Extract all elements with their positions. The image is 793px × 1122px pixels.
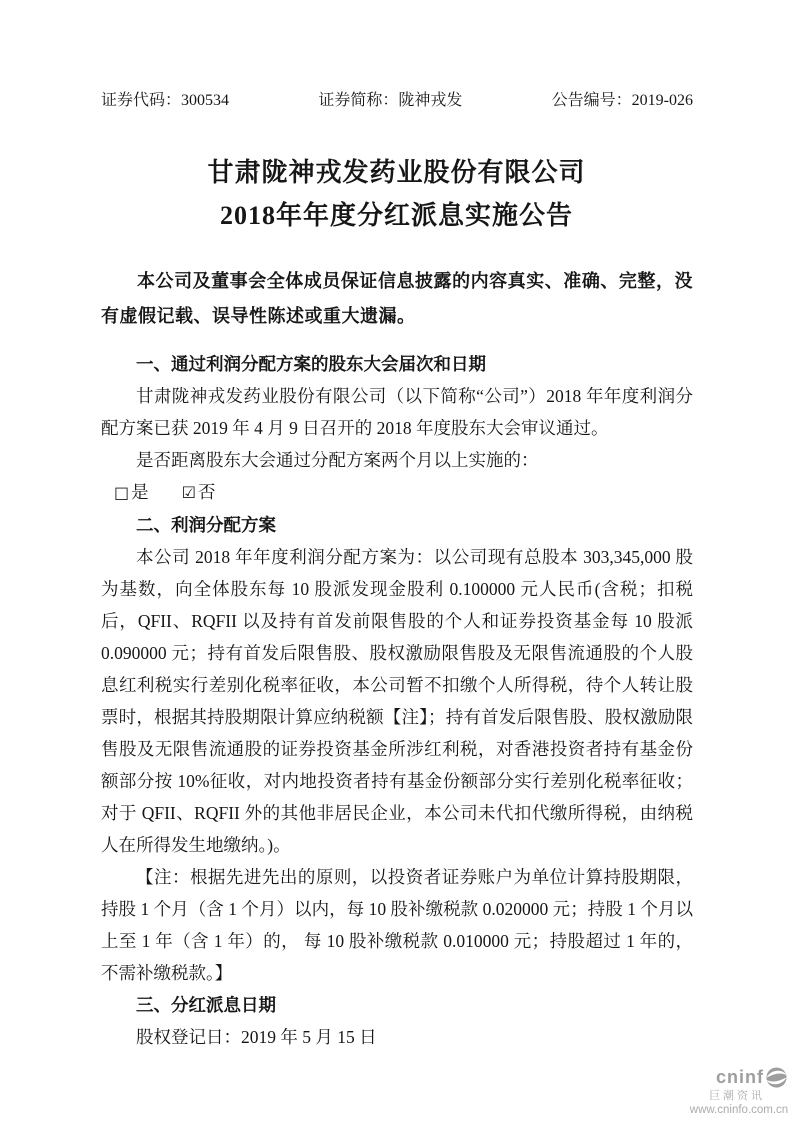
- checkbox-option-yes: [114, 476, 149, 509]
- cninfo-url: www.cninfo.com.cn: [689, 1104, 789, 1117]
- section2-heading: 二、利润分配方案: [136, 515, 276, 535]
- section2-note-paragraph: 【注：根据先进先出的原则，以投资者证券账户为单位计算持股期限，持股 1 个月（含 1 个月）以内，每 10 股补缴税款 0.020000 元；持股 1 个月以上至 1 年（含 1 年）的， 每 10 股补缴税款 0.010000 元；持股超过 1 年的，不需补缴税款。】: [101, 867, 693, 983]
- record-date-line: 股权登记日：2019 年 5 月 15 日: [136, 1027, 377, 1047]
- announcement-number: 公告编号：2019-026: [551, 92, 693, 109]
- checkbox-yes-label: 是: [131, 482, 149, 502]
- document-title: [0, 151, 793, 237]
- document-body: [101, 264, 693, 1053]
- announcement-title: 2018年年度分红派息实施公告: [219, 201, 573, 230]
- cninfo-chinese-name: 巨潮资讯: [709, 1090, 765, 1103]
- cninfo-watermark: [688, 1066, 790, 1117]
- cninfo-swirl-icon: [765, 1066, 788, 1089]
- section1-paragraph: 甘肃陇神戎发药业股份有限公司（以下简称“公司”）2018 年年度利润分配方案已获 2019 年 4 月 9 日召开的 2018 年度股东大会审议通过。: [101, 386, 693, 438]
- company-name-title: 甘肃陇神戎发药业股份有限公司: [207, 158, 586, 187]
- document-header-row: [101, 91, 693, 111]
- section3-heading: 三、分红派息日期: [136, 995, 276, 1015]
- implementation-delay-checkboxes: [101, 476, 693, 509]
- cninfo-brand-text: cninf: [716, 1066, 764, 1087]
- checkbox-option-no: [182, 476, 216, 509]
- stock-short-name: 证券简称：陇神戎发: [318, 92, 463, 109]
- stock-code: 证券代码：300534: [101, 92, 230, 109]
- disclaimer-paragraph: 本公司及董事会全体成员保证信息披露的内容真实、准确、完整，没有虚假记载、误导性陈述或重大遗漏。: [101, 271, 693, 326]
- section1-heading: 一、通过利润分配方案的股东大会届次和日期: [136, 354, 486, 374]
- checkbox-checked-icon: ☑: [181, 483, 196, 502]
- section2-paragraph-1: 本公司 2018 年年度利润分配方案为：以公司现有总股本 303,345,000 股为基数，向全体股东每 10 股派发现金股利 0.100000 元人民币(含税；扣税后，QFII、RQFII 以及持有首发前限售股的个人和证券投资基金每 10 股派 0.090000 元；持有首发后限售股、股权激励限售股及无限售流通股的个人股息红利税实行差别化税率征收，本公司暂不扣缴个人所得税，待个人转让股票时，根据其持股期限计算应纳税额【注】；持有首发后限售股、股权激励限售股及无限售流通股的证券投资基金所涉红利税，对香港投资者持有基金份额部分按 10%征收，对内地投资者持有基金份额部分实行差别化税率征收；对于 QFII、RQFII 外的其他非居民企业，本公司未代扣代缴所得税，由纳税人在所得发生地缴纳。)。: [101, 547, 693, 855]
- checkbox-no-label: 否: [197, 482, 216, 502]
- cninfo-brand-row: [688, 1066, 790, 1089]
- checkbox-unchecked-icon: □: [114, 483, 130, 502]
- section1-question: 是否距离股东大会通过分配方案两个月以上实施的：: [136, 450, 539, 470]
